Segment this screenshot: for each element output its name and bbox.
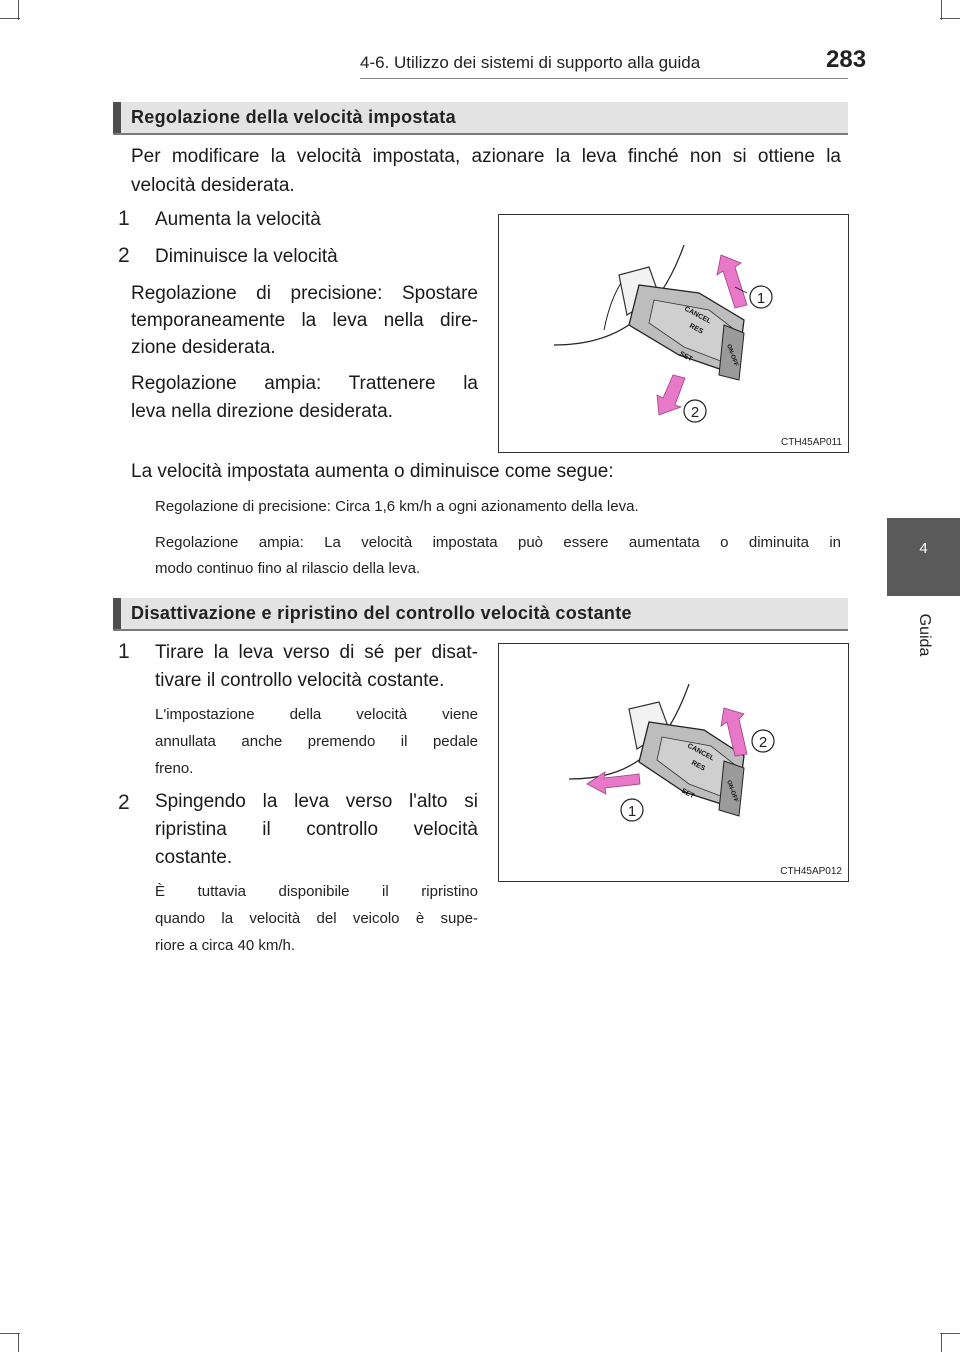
lever-label-onoff: ON-OFF — [725, 779, 739, 804]
resume-note-3: riore a circa 40 km/h. — [155, 937, 296, 954]
figure-code: CTH45AP011 — [781, 437, 842, 448]
wide-adjust-line-1: Regolazione ampia: Trattenere la — [131, 373, 478, 394]
note-wide-adjust-line-1: Regolazione ampia: La velocità impostata può essere aumentata o diminuita in — [155, 534, 841, 551]
section-heading-speed-adjust — [113, 102, 848, 135]
step-number-2: 2 — [118, 791, 130, 814]
crop-mark — [940, 18, 960, 19]
crop-mark — [0, 18, 20, 19]
lever-label-set: SET — [678, 350, 694, 364]
step-number-1: 1 — [118, 640, 130, 663]
running-header: 4-6. Utilizzo dei sistemi di supporto alla guida — [360, 53, 701, 72]
chapter-number: 4 — [919, 540, 928, 557]
lever-label-cancel: CANCEL — [686, 742, 716, 763]
header-rule — [360, 78, 848, 79]
figure-lever-cancel-resume — [498, 643, 849, 882]
lever-illustration — [499, 644, 848, 881]
callout-2: 2 — [758, 734, 768, 751]
crop-mark — [18, 1333, 19, 1352]
callout-1: 1 — [627, 803, 637, 820]
step-text-increase: Aumenta la velocità — [155, 209, 321, 230]
change-intro: La velocità impostata aumenta o diminuisce come segue: — [131, 461, 614, 482]
lever-label-cancel: CANCEL — [683, 305, 713, 326]
arrow-down-icon — [657, 375, 685, 415]
cancel-note-2: annullata anche premendo il pedale — [155, 733, 478, 750]
section-title: Disattivazione e ripristino del controllo velocità costante — [131, 603, 632, 623]
cancel-line-1: Tirare la leva verso di sé per disat- — [155, 642, 478, 663]
fine-adjust-line-2: temporaneamente la leva nella dire- — [131, 310, 478, 331]
crop-mark — [0, 1333, 20, 1334]
cancel-note-1: L'impostazione della velocità viene — [155, 706, 478, 723]
lever-label-set: SET — [680, 787, 696, 801]
figure-code: CTH45AP012 — [780, 866, 842, 877]
resume-line-2: ripristina il controllo velocità — [155, 819, 478, 840]
figure-lever-adjust — [498, 214, 849, 453]
resume-line-3: costante. — [155, 847, 233, 868]
section-marker — [113, 102, 121, 133]
resume-note-1: È tuttavia disponibile il ripristino — [155, 883, 478, 900]
lever-label-onoff: ON-OFF — [725, 343, 739, 368]
resume-line-1: Spingendo la leva verso l'alto si — [155, 791, 478, 812]
section-title: Regolazione della velocità impostata — [131, 107, 456, 127]
lever-label-res: RES — [688, 322, 705, 336]
lever-label-res: RES — [690, 759, 707, 773]
step-text-decrease: Diminuisce la velocità — [155, 246, 338, 267]
callout-2: 2 — [690, 404, 700, 421]
chapter-label: Guida — [915, 613, 933, 657]
fine-adjust-line-1: Regolazione di precisione: Spostare — [131, 283, 478, 304]
chapter-tab — [887, 518, 960, 596]
note-fine-adjust: Regolazione di precisione: Circa 1,6 km/h a ogni azionamento della leva. — [155, 498, 639, 515]
cancel-note-3: freno. — [155, 760, 194, 777]
arrow-pull-icon — [587, 772, 640, 794]
wide-adjust-line-2: leva nella direzione desiderata. — [131, 401, 393, 422]
lever-illustration — [499, 215, 848, 452]
arrow-up-icon — [717, 255, 747, 308]
intro-line-2: velocità desiderata. — [131, 175, 295, 196]
step-number-2: 2 — [118, 244, 130, 267]
crop-mark — [941, 1333, 942, 1352]
step-number-1: 1 — [118, 207, 130, 230]
note-wide-adjust-line-2: modo continuo fino al rilascio della leva. — [155, 560, 421, 577]
crop-mark — [18, 0, 19, 20]
crop-mark — [940, 1333, 960, 1334]
page-number: 283 — [826, 46, 867, 73]
section-marker — [113, 598, 121, 629]
intro-line-1: Per modificare la velocità impostata, azionare la leva finché non si ottiene la — [131, 146, 841, 167]
section-heading-cancel-resume — [113, 598, 848, 631]
crop-mark — [941, 0, 942, 20]
resume-note-2: quando la velocità del veicolo è supe- — [155, 910, 478, 927]
cancel-line-2: tivare il controllo velocità costante. — [155, 670, 445, 691]
callout-1: 1 — [756, 290, 766, 307]
fine-adjust-line-3: zione desiderata. — [131, 337, 276, 358]
